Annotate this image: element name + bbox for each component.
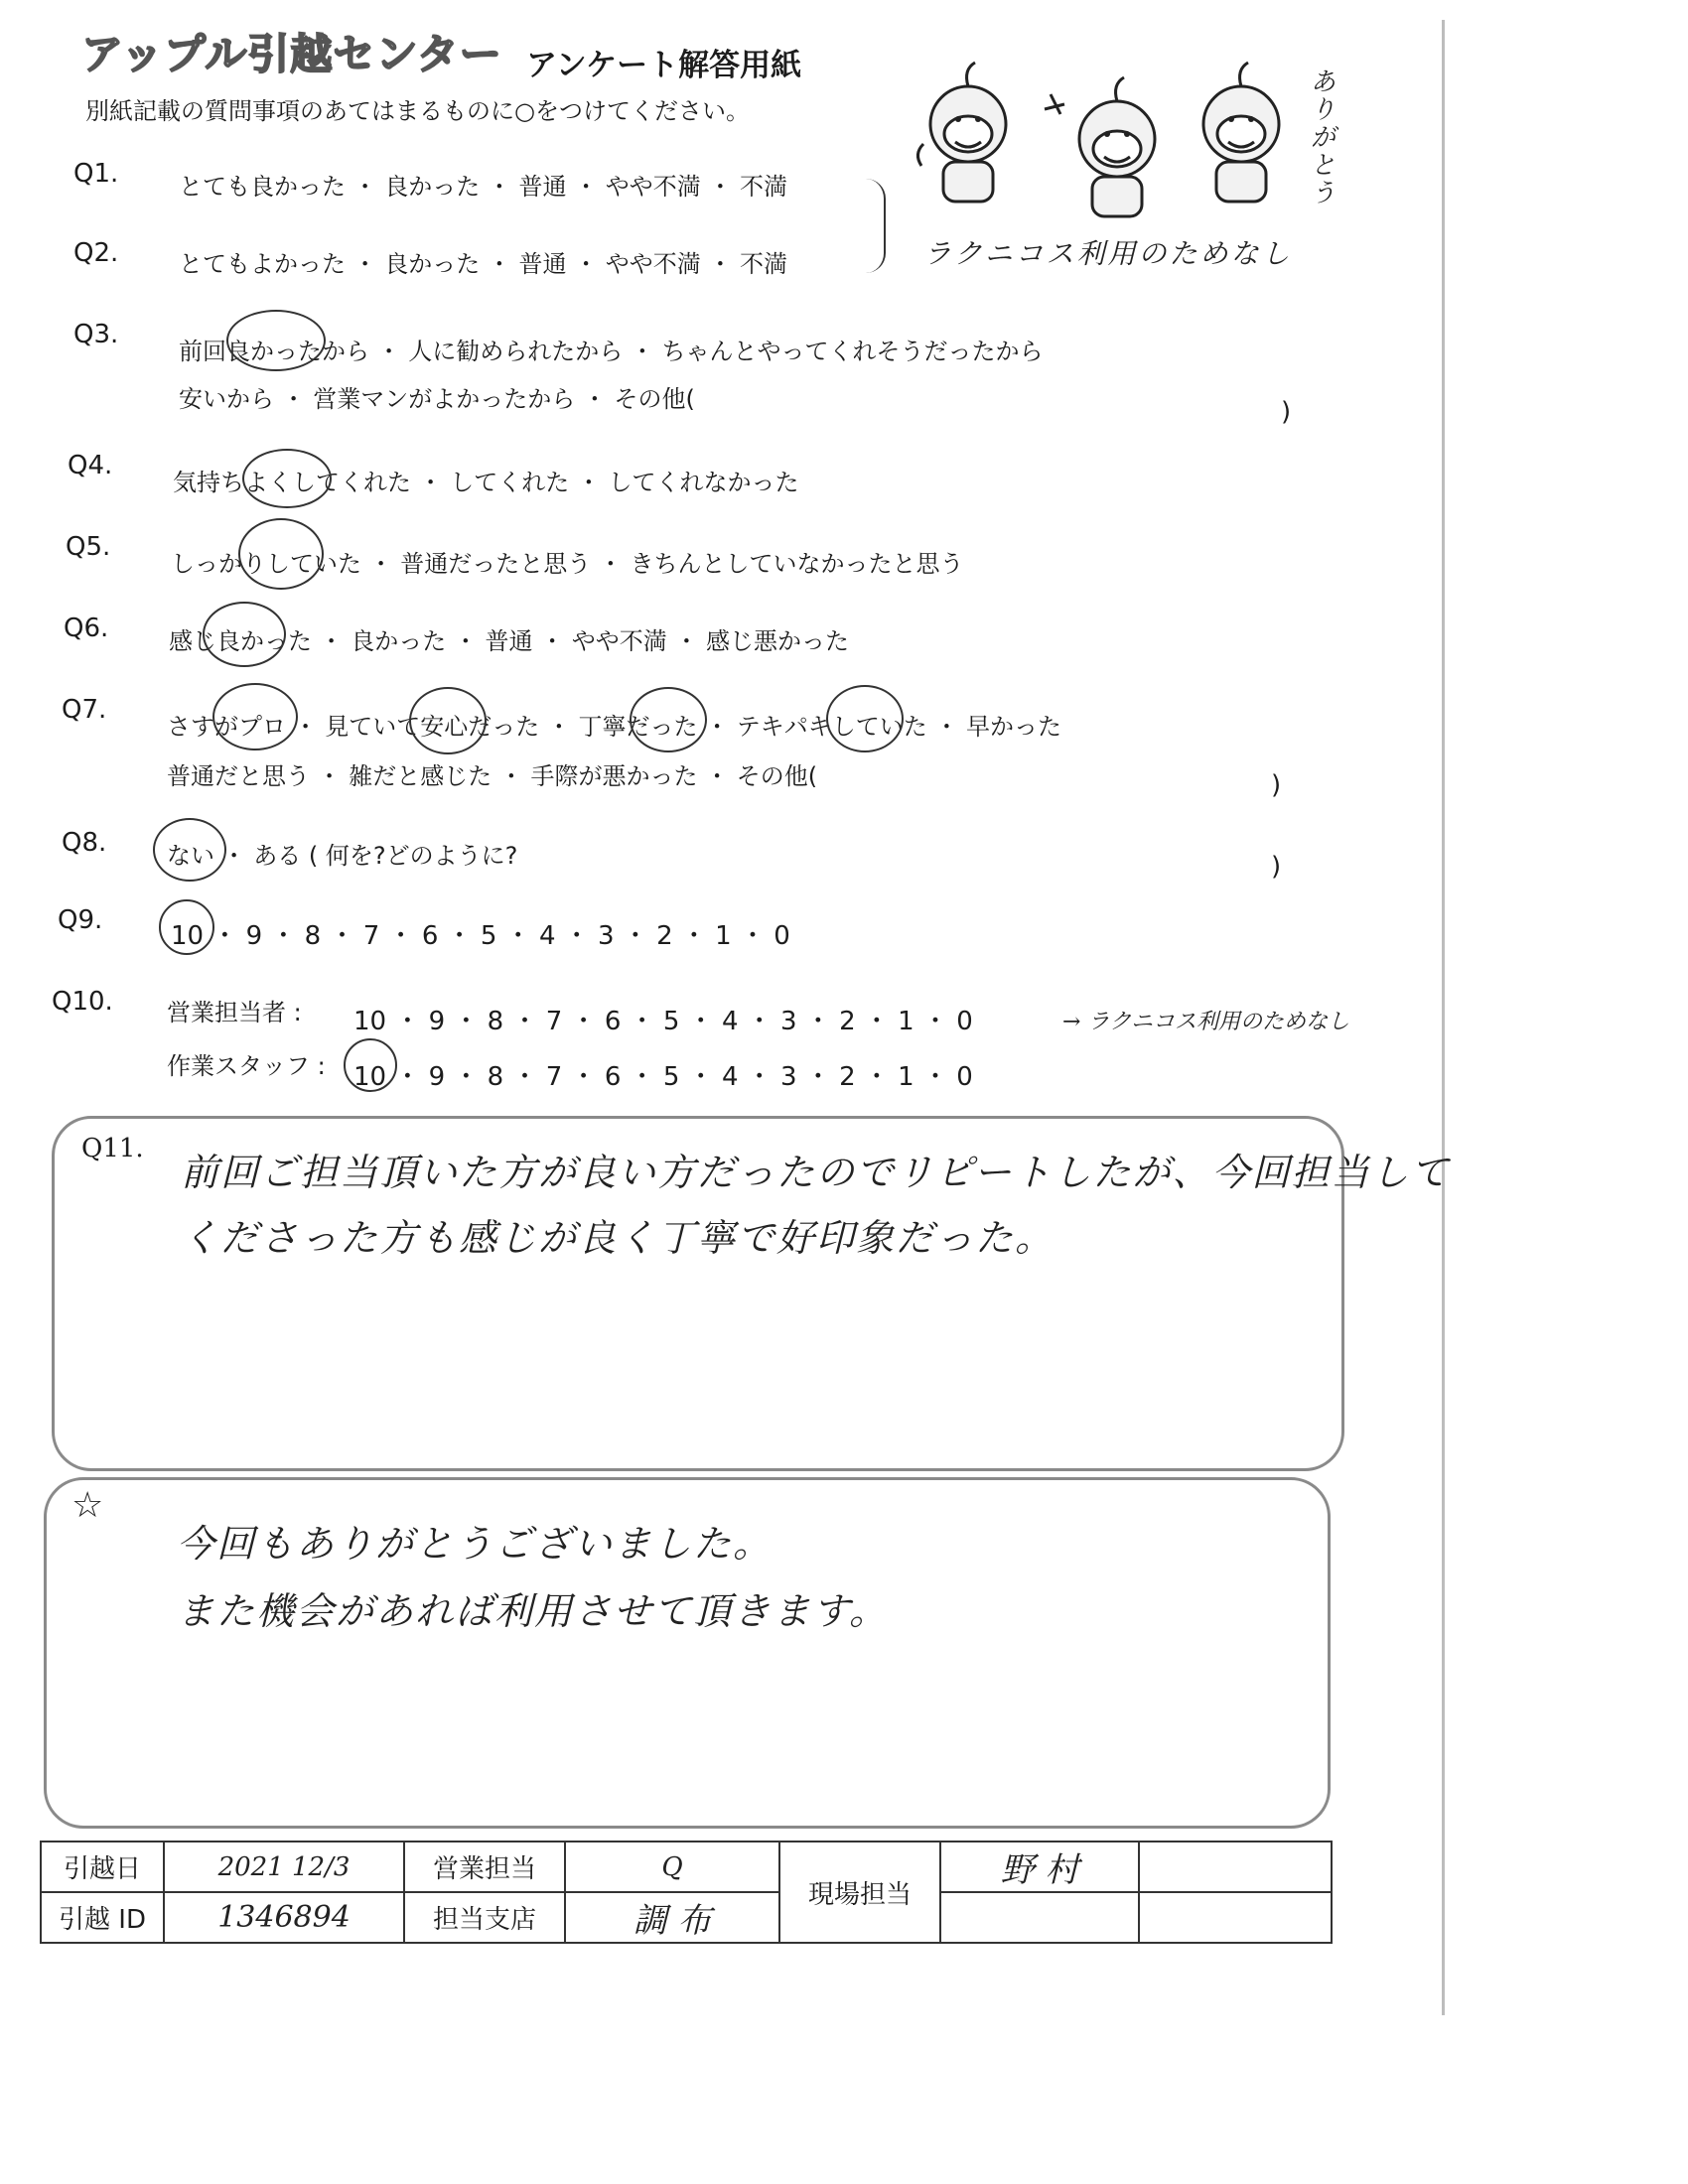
q10-sales-label: 営業担当者 : [167,999,302,1026]
site-rep-value[interactable]: 野 村 [940,1842,1139,1892]
q5-label: Q5. [66,532,111,562]
q11-comment-line1: 前回ご担当頂いた方が良い方だったのでリピートしたが、今回担当して [181,1151,1451,1194]
q6-options[interactable]: 感じ良かった ・ 良かった ・ 普通 ・ やや不満 ・ 感じ悪かった [169,627,850,655]
q4-answer-circle [242,449,332,508]
q7-options-line1[interactable]: さすがプロ ・ 見ていて安心だった ・ 丁寧だった ・ テキパキしていた ・ 早かった [167,713,1062,741]
q11-comment-line2: くださった方も感じが良く丁寧で好印象だった。 [181,1216,1055,1260]
star-comment-line2: また機会があれば利用させて頂きます。 [177,1589,889,1633]
instruction-text: 別紙記載の質問事項のあてはまるものに○をつけてください。 [85,97,750,125]
branch-value[interactable]: 調 布 [565,1892,779,1943]
q3-answer-circle [226,310,326,371]
star-icon: ☆ [71,1485,104,1526]
brand-logo: アップル引越センター [81,30,502,78]
sales-rep-label: 営業担当 [404,1842,565,1892]
q1-label: Q1. [73,159,119,189]
q8-options[interactable]: ない ・ ある ( 何を?どのように? [167,842,518,870]
site-rep-label: 現場担当 [779,1842,940,1943]
q10-sales-scale[interactable]: 10 ・ 9 ・ 8 ・ 7 ・ 6 ・ 5 ・ 4 ・ 3 ・ 2 ・ 1 ・ 0 [353,1007,973,1036]
q10-staff-scale[interactable]: 10 ・ 9 ・ 8 ・ 7 ・ 6 ・ 5 ・ 4 ・ 3 ・ 2 ・ 1 ・ 0 [353,1062,973,1092]
move-date-label: 引越日 [41,1842,164,1892]
q4-options[interactable]: 気持ちよくしてくれた ・ してくれた ・ してくれなかった [173,469,799,496]
q2-label: Q2. [73,238,119,268]
move-date-value[interactable]: 2021 12/3 [164,1842,404,1892]
move-id-value[interactable]: 1346894 [164,1892,404,1943]
q11-label: Q11. [81,1134,144,1163]
q7-close-paren: ) [1271,770,1282,800]
q8-answer-circle [153,818,226,882]
q10-label: Q10. [52,987,113,1017]
q1-options[interactable]: とても良かった ・ 良かった ・ 普通 ・ やや不満 ・ 不満 [179,173,788,201]
q6-label: Q6. [64,614,109,643]
q10-sales-handwritten-note: → ラクニコス利用のためなし [1062,1010,1349,1034]
mascot-caption: ありがとう [1306,68,1336,206]
q5-answer-circle [238,518,324,590]
q3-close-paren: ) [1281,397,1292,427]
q9-scale[interactable]: 10 ・ 9 ・ 8 ・ 7 ・ 6 ・ 5 ・ 4 ・ 3 ・ 2 ・ 1 ・ 0 [171,921,790,951]
branch-label: 担当支店 [404,1892,565,1943]
site-rep-extra-cell-2[interactable] [940,1892,1139,1943]
page-edge-shadow [1442,20,1445,2015]
mascot-illustration [894,55,1360,223]
q7-options-line2[interactable]: 普通だと思う ・ 雑だと感じた ・ 手際が悪かった ・ その他( [167,762,818,790]
q5-options[interactable]: しっかりしていた ・ 普通だったと思う ・ きちんとしていなかったと思う [171,550,964,578]
q1-q2-handwritten-note: ラクニコス利用のためなし [923,237,1293,270]
q2-options[interactable]: とてもよかった ・ 良かった ・ 普通 ・ やや不満 ・ 不満 [179,250,788,278]
sales-rep-value[interactable]: Q [565,1842,779,1892]
star-comment-line1: 今回もありがとうございました。 [177,1522,774,1566]
bracket-mark [866,179,886,273]
q3-options-line1[interactable]: 前回良かったから ・ 人に勧められたから ・ ちゃんとやってくれそうだったから [179,338,1044,365]
q7-answer-circle-2 [409,687,487,754]
q7-answer-circle-3 [630,687,707,752]
q3-label: Q3. [73,320,119,349]
move-info-table [40,1841,1333,1944]
q8-close-paren: ) [1271,852,1282,882]
q9-answer-circle [159,899,214,955]
q6-answer-circle [203,602,286,667]
q7-answer-circle-1 [212,683,298,751]
q7-answer-circle-4 [826,685,904,752]
site-rep-extra-cell-1[interactable] [1139,1842,1332,1892]
site-rep-extra-cell-3[interactable] [1139,1892,1332,1943]
q9-label: Q9. [58,905,103,935]
form-title: アンケート解答用紙 [526,48,802,83]
q7-label: Q7. [62,695,107,725]
q3-options-line2[interactable]: 安いから ・ 営業マンがよかったから ・ その他( [179,385,695,413]
q8-label: Q8. [62,828,107,858]
q4-label: Q4. [68,451,113,480]
q10-staff-answer-circle [344,1038,397,1092]
q10-staff-label: 作業スタッフ : [167,1052,326,1080]
move-id-label: 引越 ID [41,1892,164,1943]
